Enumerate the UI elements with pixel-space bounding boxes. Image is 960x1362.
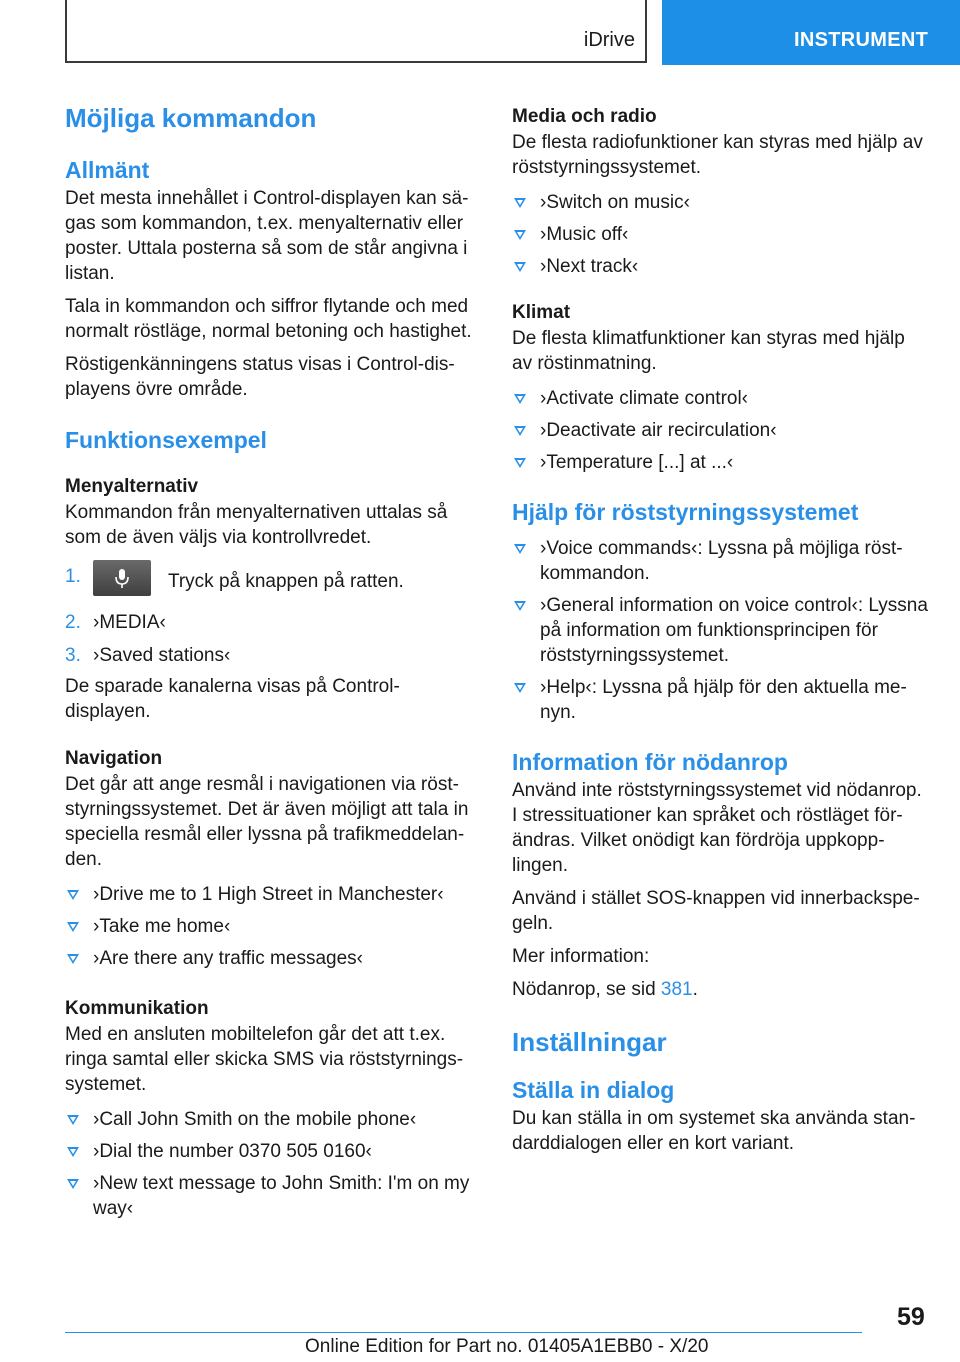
list-item bbox=[512, 536, 930, 586]
step-number: 2. bbox=[65, 612, 81, 633]
bullet-triangle-icon bbox=[514, 426, 526, 436]
list-item-text: ›Call John Smith on the mobile phone‹ bbox=[93, 1109, 417, 1130]
list-item bbox=[512, 418, 930, 443]
climate-paragraph: De flesta klimatfunktioner kan styras med hjälp av röstinmatning. bbox=[512, 328, 905, 374]
bullet-triangle-icon bbox=[514, 544, 526, 554]
step-text: Tryck på knappen på ratten. bbox=[167, 571, 404, 593]
heading-navigation: Navigation bbox=[65, 748, 163, 769]
header-section-title: iDrive bbox=[583, 29, 635, 51]
list-item-text: ›Temperature [...] at ...‹ bbox=[540, 452, 734, 473]
heading-settings: Inställningar bbox=[512, 1027, 667, 1057]
list-item bbox=[65, 1139, 479, 1164]
bullet-triangle-icon bbox=[67, 1115, 79, 1125]
list-item-text: ›Next track‹ bbox=[540, 256, 639, 277]
bullet-triangle-icon bbox=[67, 922, 79, 932]
dialog-paragraph: Du kan ställa in om systemet ska använda standarddialogen eller en kort variant. bbox=[512, 1108, 916, 1154]
list-item bbox=[512, 254, 930, 279]
bullet-triangle-icon bbox=[514, 601, 526, 611]
heading-general: Allmänt bbox=[65, 157, 150, 183]
heading-media: Media och radio bbox=[512, 106, 657, 127]
list-item-text: ›Voice commands‹: Lyssna på möjliga röstkommandon. bbox=[540, 538, 903, 584]
list-item bbox=[512, 190, 930, 215]
general-paragraph-1: Det mesta innehållet i Control-displayen kan sägas som kommandon, t.ex. menyalternativ eller poster. Uttala posterna så som de står angivna i listan. bbox=[65, 188, 469, 284]
reference-end: . bbox=[692, 979, 698, 1000]
list-item bbox=[512, 386, 930, 411]
steps-result: De sparade kanalerna visas på Control-displayen. bbox=[65, 676, 400, 722]
list-item bbox=[65, 914, 479, 939]
page-title: Möjliga kommandon bbox=[65, 103, 317, 133]
footer-edition: Online Edition for Part no. 01405A1EBB0 - X/20 bbox=[305, 1336, 709, 1357]
heading-emergency: Information för nödanrop bbox=[512, 749, 788, 775]
heading-help: Hjälp för röststyrningssystemet bbox=[512, 499, 859, 525]
menu-paragraph: Kommandon från menyalternativen uttalas så som de även väljs via kontrollvredet. bbox=[65, 502, 448, 548]
general-paragraph-2: Tala in kommandon och siffror flytande och med normalt röstläge, normal betoning och hastighet. bbox=[65, 296, 472, 342]
emergency-paragraph-3: Mer information: bbox=[512, 946, 650, 967]
bullet-triangle-icon bbox=[67, 890, 79, 900]
list-item bbox=[65, 946, 479, 971]
step-1 bbox=[65, 564, 479, 600]
communication-paragraph: Med en ansluten mobiltelefon går det att t.ex. ringa samtal eller skicka SMS via röststyrningssystemet. bbox=[65, 1024, 464, 1095]
header-chapter-tab[interactable] bbox=[662, 0, 960, 65]
list-item bbox=[512, 675, 930, 725]
page-link-381[interactable]: 381 bbox=[660, 979, 693, 1000]
list-item bbox=[65, 882, 479, 907]
list-item-text: ›Deactivate air recirculation‹ bbox=[540, 420, 777, 441]
step-3 bbox=[65, 643, 479, 668]
list-item-text: ›New text message to John Smith: I'm on my way‹ bbox=[93, 1173, 470, 1219]
step-number: 3. bbox=[65, 645, 81, 666]
list-item-text: ›Drive me to 1 High Street in Manchester‹ bbox=[93, 884, 444, 905]
step-2 bbox=[65, 610, 479, 635]
heading-dialog: Ställa in dialog bbox=[512, 1077, 675, 1103]
step-text: ›Saved stations‹ bbox=[93, 645, 231, 666]
list-item bbox=[512, 450, 930, 475]
step-text: ›MEDIA‹ bbox=[93, 612, 166, 633]
bullet-triangle-icon bbox=[514, 394, 526, 404]
page-number: 59 bbox=[897, 1303, 925, 1331]
list-item bbox=[512, 222, 930, 247]
header-chapter-label: INSTRUMENT bbox=[794, 29, 929, 51]
bullet-triangle-icon bbox=[514, 198, 526, 208]
step-number: 1. bbox=[65, 566, 81, 587]
heading-examples: Funktionsexempel bbox=[65, 427, 267, 453]
list-item-text: ›Switch on music‹ bbox=[540, 192, 690, 213]
heading-menu: Menyalternativ bbox=[65, 476, 199, 497]
bullet-triangle-icon bbox=[67, 954, 79, 964]
bullet-triangle-icon bbox=[67, 1179, 79, 1189]
list-item-text: ›Activate climate control‹ bbox=[540, 388, 749, 409]
media-paragraph: De flesta radiofunktioner kan styras med hjälp av röststyrningssystemet. bbox=[512, 132, 923, 178]
navigation-paragraph: Det går att ange resmål i navigationen via röststyrningssystemet. Det är även möjligt att tala in speciella resmål eller lyssna på trafikmeddelanden. bbox=[65, 774, 469, 870]
general-paragraph-3: Röstigenkänningens status visas i Control-displayens övre område. bbox=[65, 354, 455, 400]
list-item bbox=[512, 593, 930, 668]
voice-control-button[interactable] bbox=[93, 560, 151, 596]
bullet-triangle-icon bbox=[514, 458, 526, 468]
heading-climate: Klimat bbox=[512, 302, 571, 323]
header-frame bbox=[65, 0, 647, 63]
bullet-triangle-icon bbox=[67, 1147, 79, 1157]
list-item-text: ›Music off‹ bbox=[540, 224, 629, 245]
heading-communication: Kommunikation bbox=[65, 998, 209, 1019]
bullet-triangle-icon bbox=[514, 683, 526, 693]
left-column bbox=[65, 100, 479, 1228]
bullet-triangle-icon bbox=[514, 262, 526, 272]
bullet-triangle-icon bbox=[514, 230, 526, 240]
list-item bbox=[65, 1107, 479, 1132]
list-item-text: ›Help‹: Lyssna på hjälp för den aktuella menyn. bbox=[540, 677, 907, 723]
reference-text: Nödanrop, se sid bbox=[512, 979, 661, 1000]
emergency-paragraph-2: Använd i stället SOS-knappen vid innerbackspegeln. bbox=[512, 888, 920, 934]
emergency-paragraph-1: Använd inte röststyrningssystemet vid nödanrop. I stressituationer kan språket och röstläget förändras. Vilket onödigt kan fördröja uppkopplingen. bbox=[512, 780, 922, 876]
list-item-text: ›Are there any traffic messages‹ bbox=[93, 948, 363, 969]
list-item-text: ›Take me home‹ bbox=[93, 916, 231, 937]
list-item-text: ›Dial the number 0370 505 0160‹ bbox=[93, 1141, 372, 1162]
right-column bbox=[512, 104, 930, 1156]
microphone-icon bbox=[93, 560, 151, 596]
footer-divider bbox=[65, 1332, 862, 1333]
emergency-reference bbox=[512, 977, 930, 1002]
list-item bbox=[65, 1171, 479, 1221]
list-item-text: ›General information on voice control‹: Lyssna på information om funktionsprincipen för röststyrningssystemet. bbox=[540, 595, 928, 666]
